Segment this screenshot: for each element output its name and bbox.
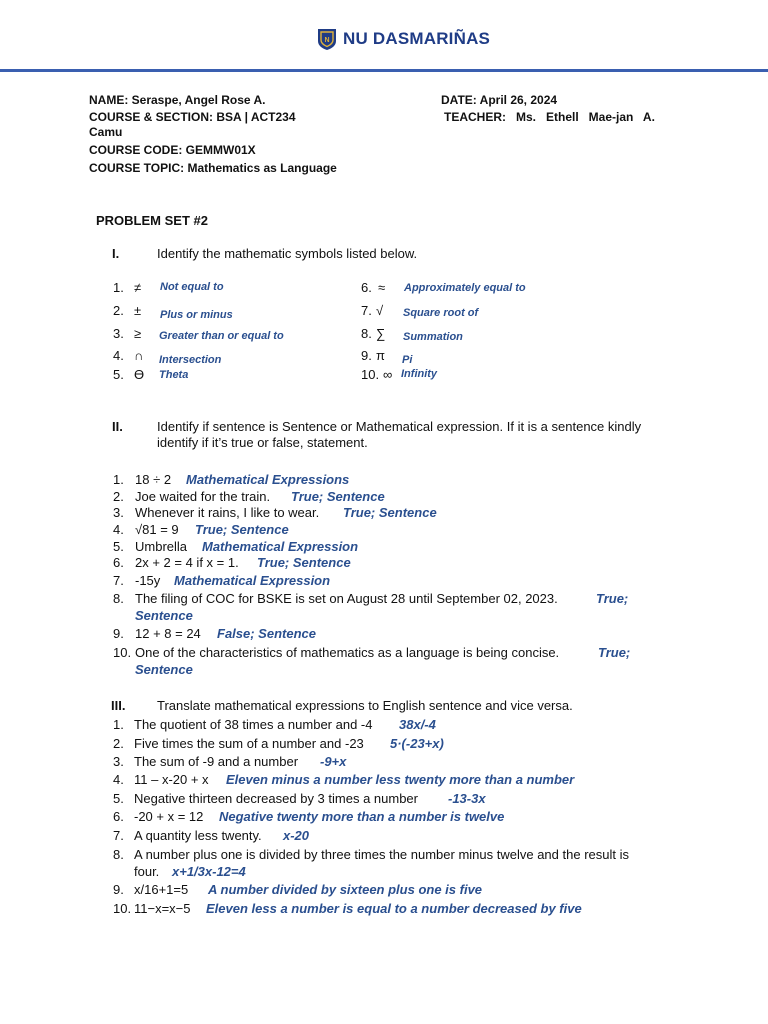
teacher-name: TEACHER: Ms. Ethell Mae-jan A. [444, 110, 655, 124]
list-item-text: 11 – x-20 + x [134, 772, 209, 787]
list-item-text: The filing of COC for BSKE is set on August 28 until September 02, 2023. [135, 591, 558, 606]
symbol-answer: Greater than or equal to [159, 330, 284, 342]
shield-icon [317, 27, 337, 51]
student-name: NAME: Seraspe, Angel Rose A. [89, 93, 266, 107]
list-item-answer: 38x/-4 [399, 717, 436, 732]
course-topic: COURSE TOPIC: Mathematics as Language [89, 161, 337, 175]
list-item-num: 2. [113, 736, 124, 751]
list-item-text: x/16+1=5 [134, 882, 189, 897]
problem-set-title: PROBLEM SET #2 [96, 213, 208, 228]
list-item-num: 1. [113, 717, 124, 732]
list-item-answer: True; [598, 645, 631, 660]
symbol: ϴ [134, 367, 145, 382]
list-item-answer: True; Sentence [291, 489, 385, 504]
list-item-num: 6. [113, 555, 124, 570]
symbol-answer: Intersection [159, 354, 222, 366]
list-item-answer-continued: Sentence [135, 608, 193, 623]
school-logo [317, 27, 490, 51]
section-2-instruction-continued: identify if it’s true or false, statement. [157, 435, 368, 450]
section-3-instruction: Translate mathematical expressions to English sentence and vice versa. [157, 698, 573, 713]
symbol: ∑ [376, 326, 386, 341]
symbol-num: 2. [113, 303, 124, 318]
list-item-text: √81 = 9 [135, 522, 179, 537]
symbol: ∩ [134, 348, 144, 363]
symbol-answer: Summation [403, 331, 463, 343]
symbol: √ [376, 303, 384, 318]
symbol: π [376, 348, 385, 363]
list-item-num: 5. [113, 791, 124, 806]
list-item-answer: True; [596, 591, 629, 606]
list-item-num: 7. [113, 573, 124, 588]
symbol: ∞ [383, 367, 393, 382]
list-item-answer: -9+x [320, 754, 347, 769]
list-item-answer: Negative twenty more than a number is twelve [219, 809, 505, 824]
list-item-num: 4. [113, 522, 124, 537]
section-2-instruction: Identify if sentence is Sentence or Mathematical expression. If it is a sentence kindly [157, 419, 642, 434]
list-item-text: Whenever it rains, I like to wear. [135, 505, 320, 520]
symbol-answer: Approximately equal to [404, 282, 526, 294]
list-item-answer: Eleven less a number is equal to a number decreased by five [206, 901, 582, 916]
symbol: ≈ [378, 280, 386, 295]
list-item-answer: -13-3x [448, 791, 486, 806]
list-item-answer: x+1/3x-12=4 [172, 864, 246, 879]
course-code: COURSE CODE: GEMMW01X [89, 143, 256, 157]
symbol-answer: Square root of [403, 307, 479, 319]
list-item-text: The quotient of 38 times a number and -4 [134, 717, 373, 732]
list-item-answer: True; Sentence [195, 522, 289, 537]
section-3-numeral: III. [111, 698, 126, 713]
list-item-answer: x-20 [283, 828, 310, 843]
list-item-num: 3. [113, 754, 124, 769]
symbol-answer: Pi [402, 354, 413, 366]
list-item-text: Joe waited for the train. [135, 489, 271, 504]
svg-text:N: N [324, 37, 330, 44]
list-item-answer: Mathematical Expressions [186, 472, 350, 487]
section-2-numeral: II. [112, 419, 123, 434]
symbol-num: 9. [361, 348, 372, 363]
list-item-num: 6. [113, 809, 124, 824]
list-item-text: -20 + x = 12 [134, 809, 204, 824]
teacher-name-continued: Camu [89, 125, 123, 139]
course-section: COURSE & SECTION: BSA | ACT234 [89, 110, 296, 124]
list-item-answer: A number divided by sixteen plus one is five [208, 882, 483, 897]
list-item-answer: True; Sentence [257, 555, 351, 570]
section-1-numeral: I. [112, 246, 120, 261]
symbol-answer: Plus or minus [160, 309, 233, 321]
list-item-num: 3. [113, 505, 124, 520]
list-item-num: 5. [113, 539, 124, 554]
list-item-text: The sum of -9 and a number [134, 754, 299, 769]
symbol-num: 7. [361, 303, 372, 318]
section-1-instruction: Identify the mathematic symbols listed below. [157, 246, 418, 261]
list-item-num: 1. [113, 472, 124, 487]
list-item-answer: 5·(-23+x) [390, 736, 444, 751]
list-item-text: -15y [135, 573, 161, 588]
symbol: ± [134, 303, 142, 318]
header-rule [0, 69, 768, 72]
list-item-answer: Mathematical Expression [174, 573, 331, 588]
symbol-num: 8. [361, 326, 372, 341]
list-item-text: Five times the sum of a number and -23 [134, 736, 364, 751]
symbol-num: 5. [113, 367, 124, 382]
symbol-answer: Theta [159, 369, 189, 381]
symbol: ≥ [134, 326, 142, 341]
list-item-num: 10. [113, 645, 132, 660]
list-item-num: 2. [113, 489, 124, 504]
symbol-answer: Infinity [401, 368, 438, 380]
symbol-answer: Not equal to [160, 281, 224, 293]
symbol-num: 1. [113, 280, 124, 295]
list-item-answer: Mathematical Expression [202, 539, 359, 554]
list-item-num: 8. [113, 591, 124, 606]
list-item-text: 18 ÷ 2 [135, 472, 172, 487]
brand-name: NU DASMARIÑAS [343, 29, 491, 48]
symbol-num: 10. [361, 367, 380, 382]
symbol-num: 3. [113, 326, 124, 341]
list-item-text: A number plus one is divided by three times the number minus twelve and the result is [134, 847, 629, 862]
list-item-answer-continued: Sentence [135, 662, 193, 677]
list-item-text: 2x + 2 = 4 if x = 1. [135, 555, 239, 570]
symbol-num: 4. [113, 348, 124, 363]
list-item-text-continued: four. [134, 864, 160, 879]
list-item-num: 8. [113, 847, 124, 862]
symbol-num: 6. [361, 280, 372, 295]
list-item-num: 4. [113, 772, 124, 787]
list-item-answer: True; Sentence [343, 505, 437, 520]
list-item-text: Negative thirteen decreased by 3 times a number [134, 791, 418, 806]
date: DATE: April 26, 2024 [441, 93, 558, 107]
list-item-answer: False; Sentence [217, 626, 316, 641]
list-item-text: Umbrella [135, 539, 188, 554]
list-item-text: 11−x=x−5 [134, 901, 191, 916]
list-item-num: 10. [113, 901, 132, 916]
list-item-text: One of the characteristics of mathematics as a language is being concise. [135, 645, 560, 660]
list-item-num: 9. [113, 626, 124, 641]
list-item-num: 7. [113, 828, 124, 843]
list-item-text: A quantity less twenty. [134, 828, 262, 843]
symbol: ≠ [134, 280, 142, 295]
list-item-text: 12 + 8 = 24 [135, 626, 201, 641]
list-item-answer: Eleven minus a number less twenty more than a number [226, 772, 575, 787]
list-item-num: 9. [113, 882, 124, 897]
